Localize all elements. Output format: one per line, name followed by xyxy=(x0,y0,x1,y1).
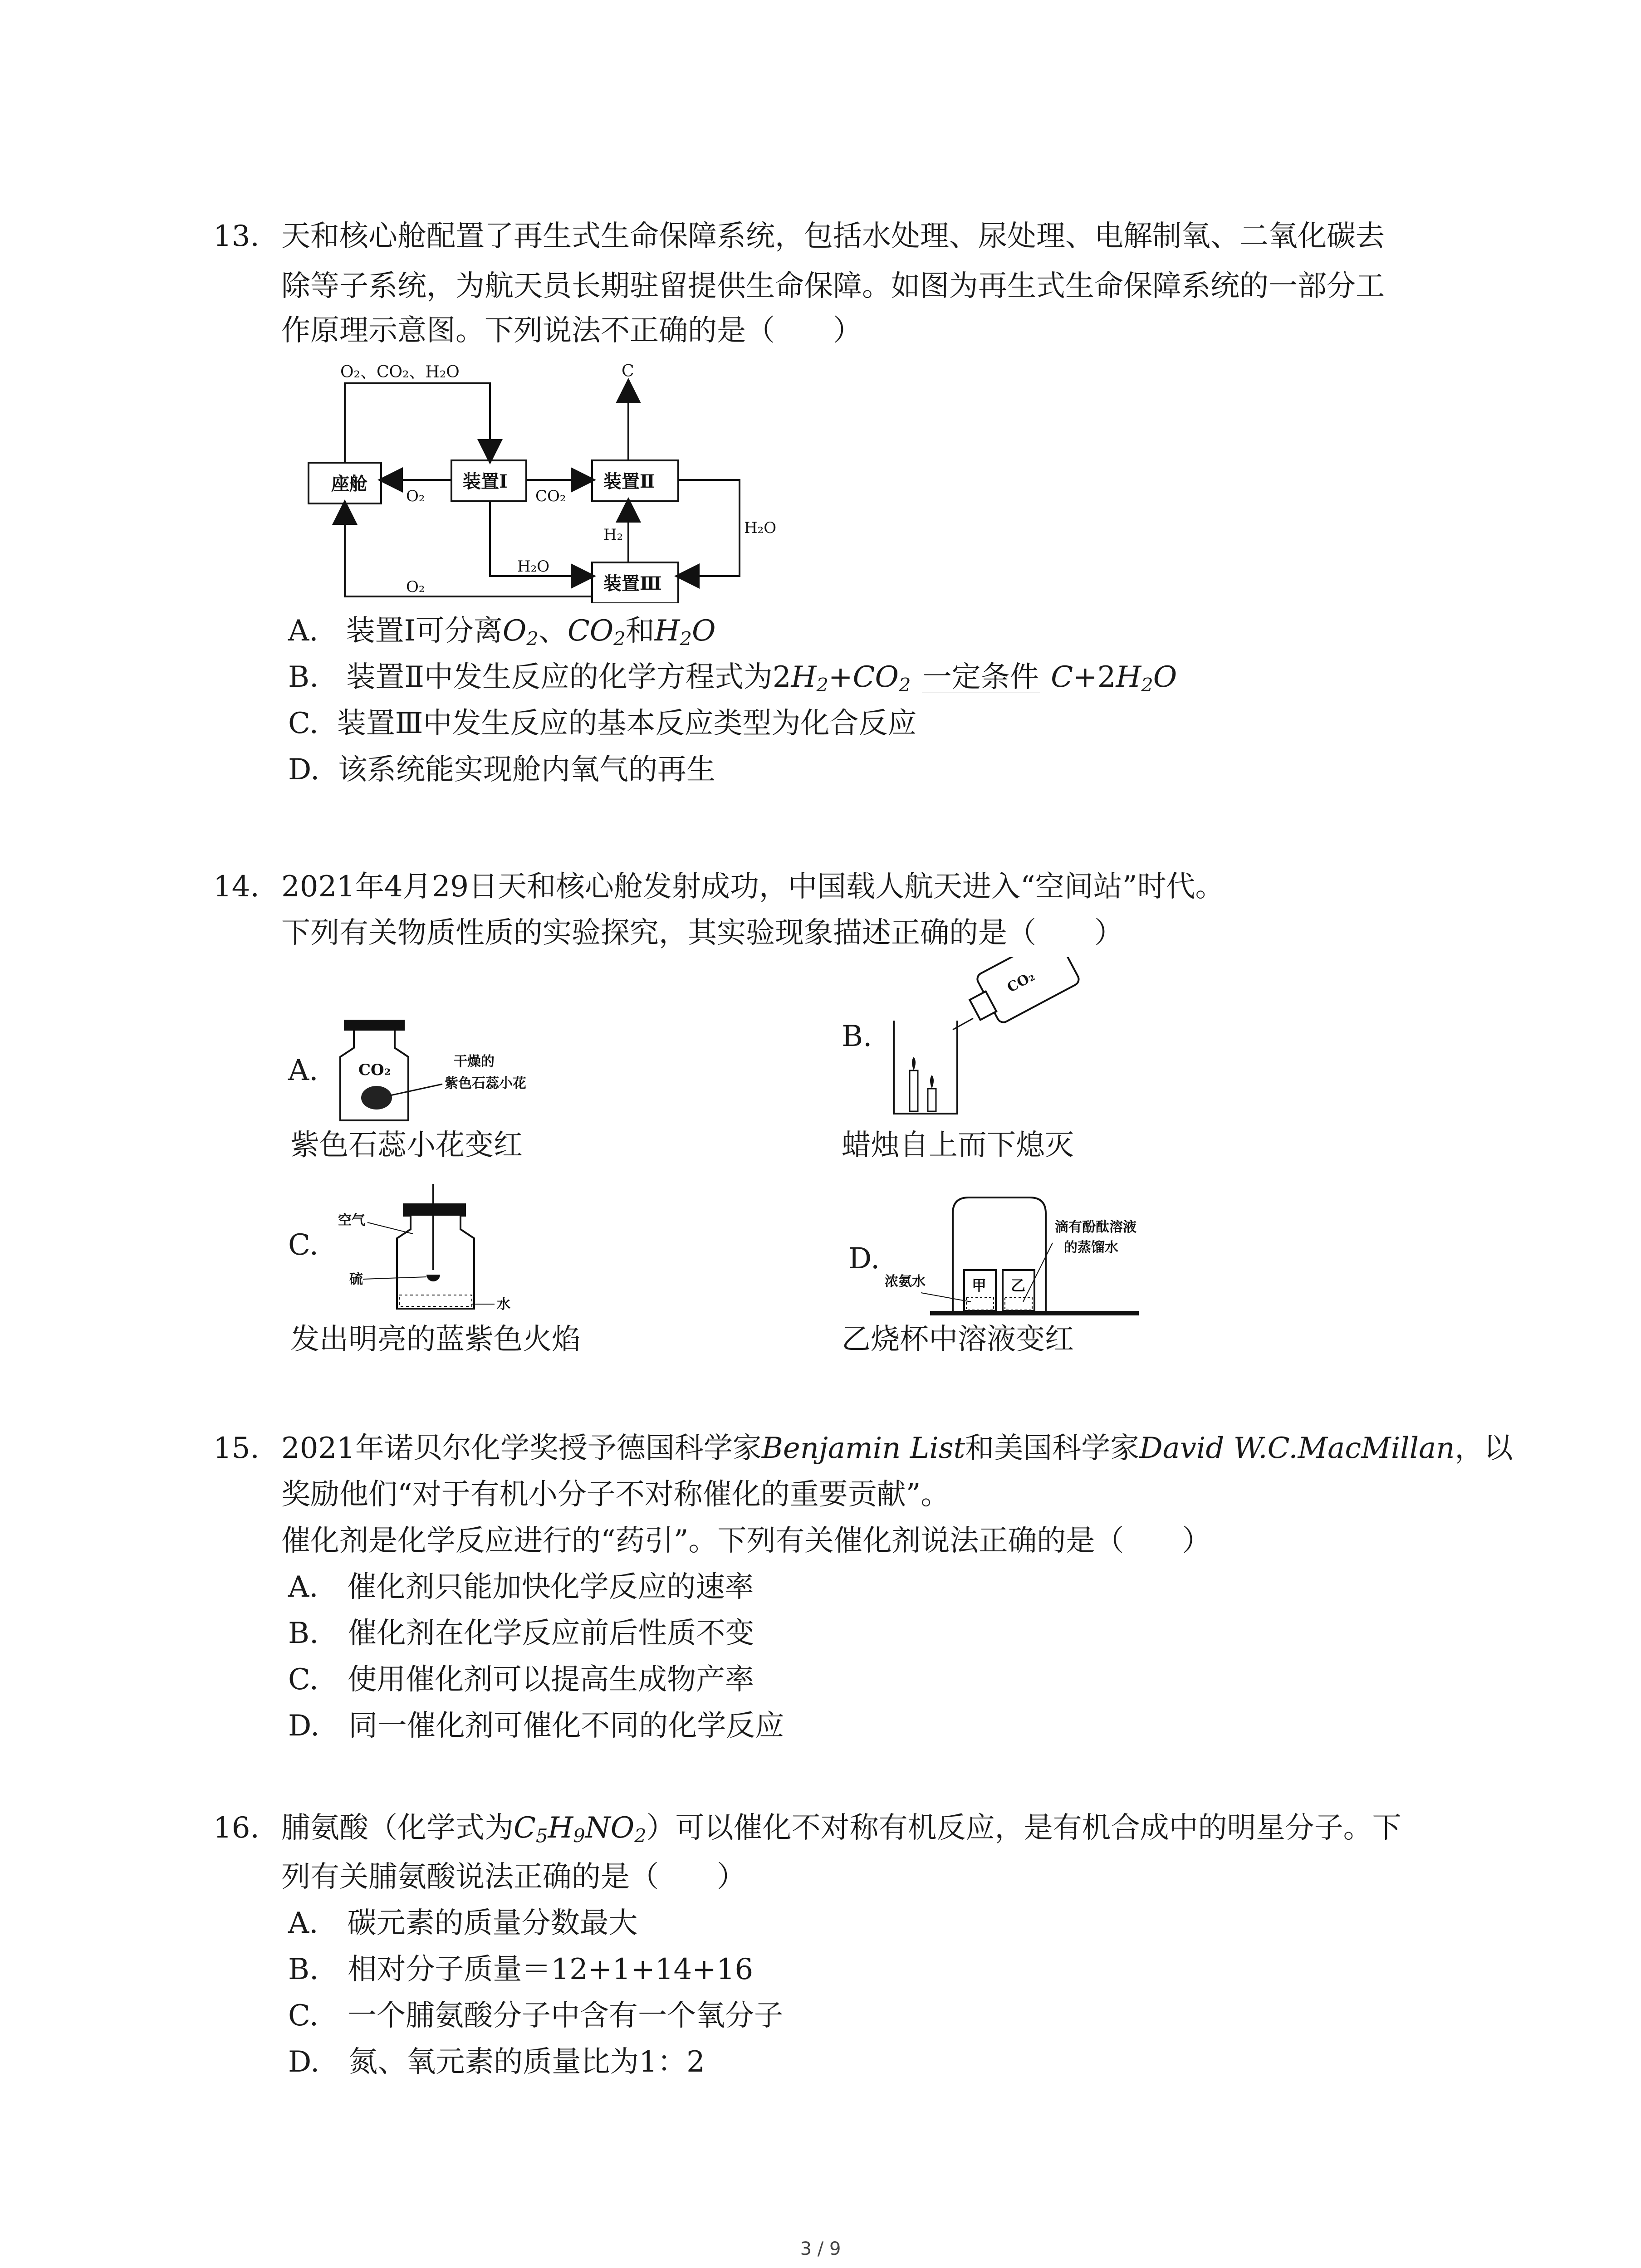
o2-return-label: O₂ xyxy=(406,578,425,596)
cabin-label: 座舱 xyxy=(331,473,367,494)
q16-number: 16. xyxy=(213,1811,260,1845)
svg-text:干燥的: 干燥的 xyxy=(454,1054,495,1070)
o2-to-cabin-label: O₂ xyxy=(406,487,425,505)
q15-option-d: D. 同一催化剂可催化不同的化学反应 xyxy=(288,1709,784,1743)
q16-stem-line2: 列有关脯氨酸说法正确的是（ ） xyxy=(281,1860,746,1894)
q13-stem-line2: 除等子系统，为航天员长期驻留提供生命保障。如图为再生式生命保障系统的一部分工 xyxy=(281,269,1385,303)
q14-stem-line2: 下列有关物质性质的实验探究，其实验现象描述正确的是（ ） xyxy=(281,916,1123,950)
q15-option-a: A. 催化剂只能加快化学反应的速率 xyxy=(288,1570,754,1604)
q14-a-caption: 紫色石蕊小花变红 xyxy=(290,1129,523,1162)
q15-stem-line1: 2021年诺贝尔化学奖授予德国科学家Benjamin List和美国科学家David W.C.MacMillan，以 xyxy=(281,1432,1513,1465)
q13-option-c: C. 装置Ⅲ中发生反应的基本反应类型为化合反应 xyxy=(288,707,917,740)
q13-option-d: D. 该系统能实现舱内氧气的再生 xyxy=(288,753,716,787)
q14-d-figure xyxy=(885,1188,1193,1325)
h2-flow-label: H₂ xyxy=(603,526,623,544)
q15-stem-line2: 奖励他们“对于有机小分子不对称催化的重要贡献”。 xyxy=(281,1478,950,1511)
svg-text:滴有酚酞溶液: 滴有酚酞溶液 xyxy=(1055,1219,1136,1235)
svg-text:硫: 硫 xyxy=(349,1271,363,1287)
device2-label: 装置Ⅱ xyxy=(603,471,655,492)
q13-option-b: B. 装置Ⅱ中发生反应的化学方程式为$2H_2+CO_2$ 一定条件 $C+2H_2O$ xyxy=(288,657,1177,698)
q13-option-a: A. 装置Ⅰ可分离$O_2$、$CO_2$和$H_2O$ xyxy=(288,614,716,650)
svg-text:CO₂: CO₂ xyxy=(358,1061,391,1079)
q14-stem-line1: 2021年4月29日天和核心舱发射成功，中国载人航天进入“空间站”时代。 xyxy=(281,870,1225,904)
page-number: 3 / 9 xyxy=(800,2239,841,2259)
q15-number: 15. xyxy=(213,1432,260,1465)
svg-text:空气: 空气 xyxy=(338,1212,365,1228)
q14-a-label: A. xyxy=(288,1054,318,1087)
q16-option-a: A. 碳元素的质量分数最大 xyxy=(288,1906,638,1940)
q16-option-b: B. 相对分子质量＝12+1+14+16 xyxy=(288,1953,754,1986)
device3-label: 装置Ⅲ xyxy=(603,573,662,594)
q14-b-caption: 蜡烛自上而下熄灭 xyxy=(842,1129,1074,1162)
svg-text:浓氨水: 浓氨水 xyxy=(885,1274,926,1290)
q14-number: 14. xyxy=(213,870,260,904)
svg-text:水: 水 xyxy=(497,1296,510,1312)
svg-text:紫色石蕊小花: 紫色石蕊小花 xyxy=(445,1075,526,1091)
q16-option-d: D. 氮、氧元素的质量比为1：2 xyxy=(288,2045,705,2079)
reaction-condition: 一定条件 xyxy=(920,657,1042,698)
q15-stem-line3: 催化剂是化学反应进行的“药引”。下列有关催化剂说法正确的是（ ） xyxy=(281,1524,1211,1558)
q14-b-figure xyxy=(885,957,1080,1120)
q14-d-caption: 乙烧杯中溶液变红 xyxy=(842,1323,1074,1356)
q13-system-diagram xyxy=(290,358,803,603)
co2-flow-label: CO₂ xyxy=(535,487,566,505)
q14-c-caption: 发出明亮的蓝紫色火焰 xyxy=(290,1323,581,1356)
q14-d-label: D. xyxy=(848,1242,880,1276)
q15-option-b: B. 催化剂在化学反应前后性质不变 xyxy=(288,1617,754,1650)
q13-number: 13. xyxy=(213,220,260,253)
svg-text:CO₂: CO₂ xyxy=(1004,968,1038,996)
device1-label: 装置Ⅰ xyxy=(463,471,508,492)
svg-text:甲: 甲 xyxy=(972,1277,987,1294)
q15-option-c: C. 使用催化剂可以提高生成物产率 xyxy=(288,1663,754,1696)
c-product-label: C xyxy=(622,362,634,381)
h2o-bottom-label: H₂O xyxy=(517,557,550,576)
q14-b-label: B. xyxy=(842,1020,872,1053)
q14-a-figure xyxy=(336,1016,572,1125)
top-flow-label: O₂、CO₂、H₂O xyxy=(340,363,460,381)
q13-stem-line3: 作原理示意图。下列说法不正确的是（ ） xyxy=(281,314,862,347)
q14-c-figure xyxy=(336,1179,535,1315)
q16-stem-line1: 脯氨酸（化学式为$C_5H_9NO_2$）可以催化不对称有机反应，是有机合成中的明星分子。下 xyxy=(281,1811,1401,1847)
h2o-right-label: H₂O xyxy=(744,519,777,537)
svg-text:乙: 乙 xyxy=(1011,1277,1026,1294)
q13-stem-line1: 天和核心舱配置了再生式生命保障系统，包括水处理、尿处理、电解制氧、二氧化碳去 xyxy=(281,220,1385,253)
svg-text:的蒸馏水: 的蒸馏水 xyxy=(1064,1240,1118,1256)
q14-c-label: C. xyxy=(288,1228,319,1262)
q16-option-c: C. 一个脯氨酸分子中含有一个氧分子 xyxy=(288,1999,784,2033)
